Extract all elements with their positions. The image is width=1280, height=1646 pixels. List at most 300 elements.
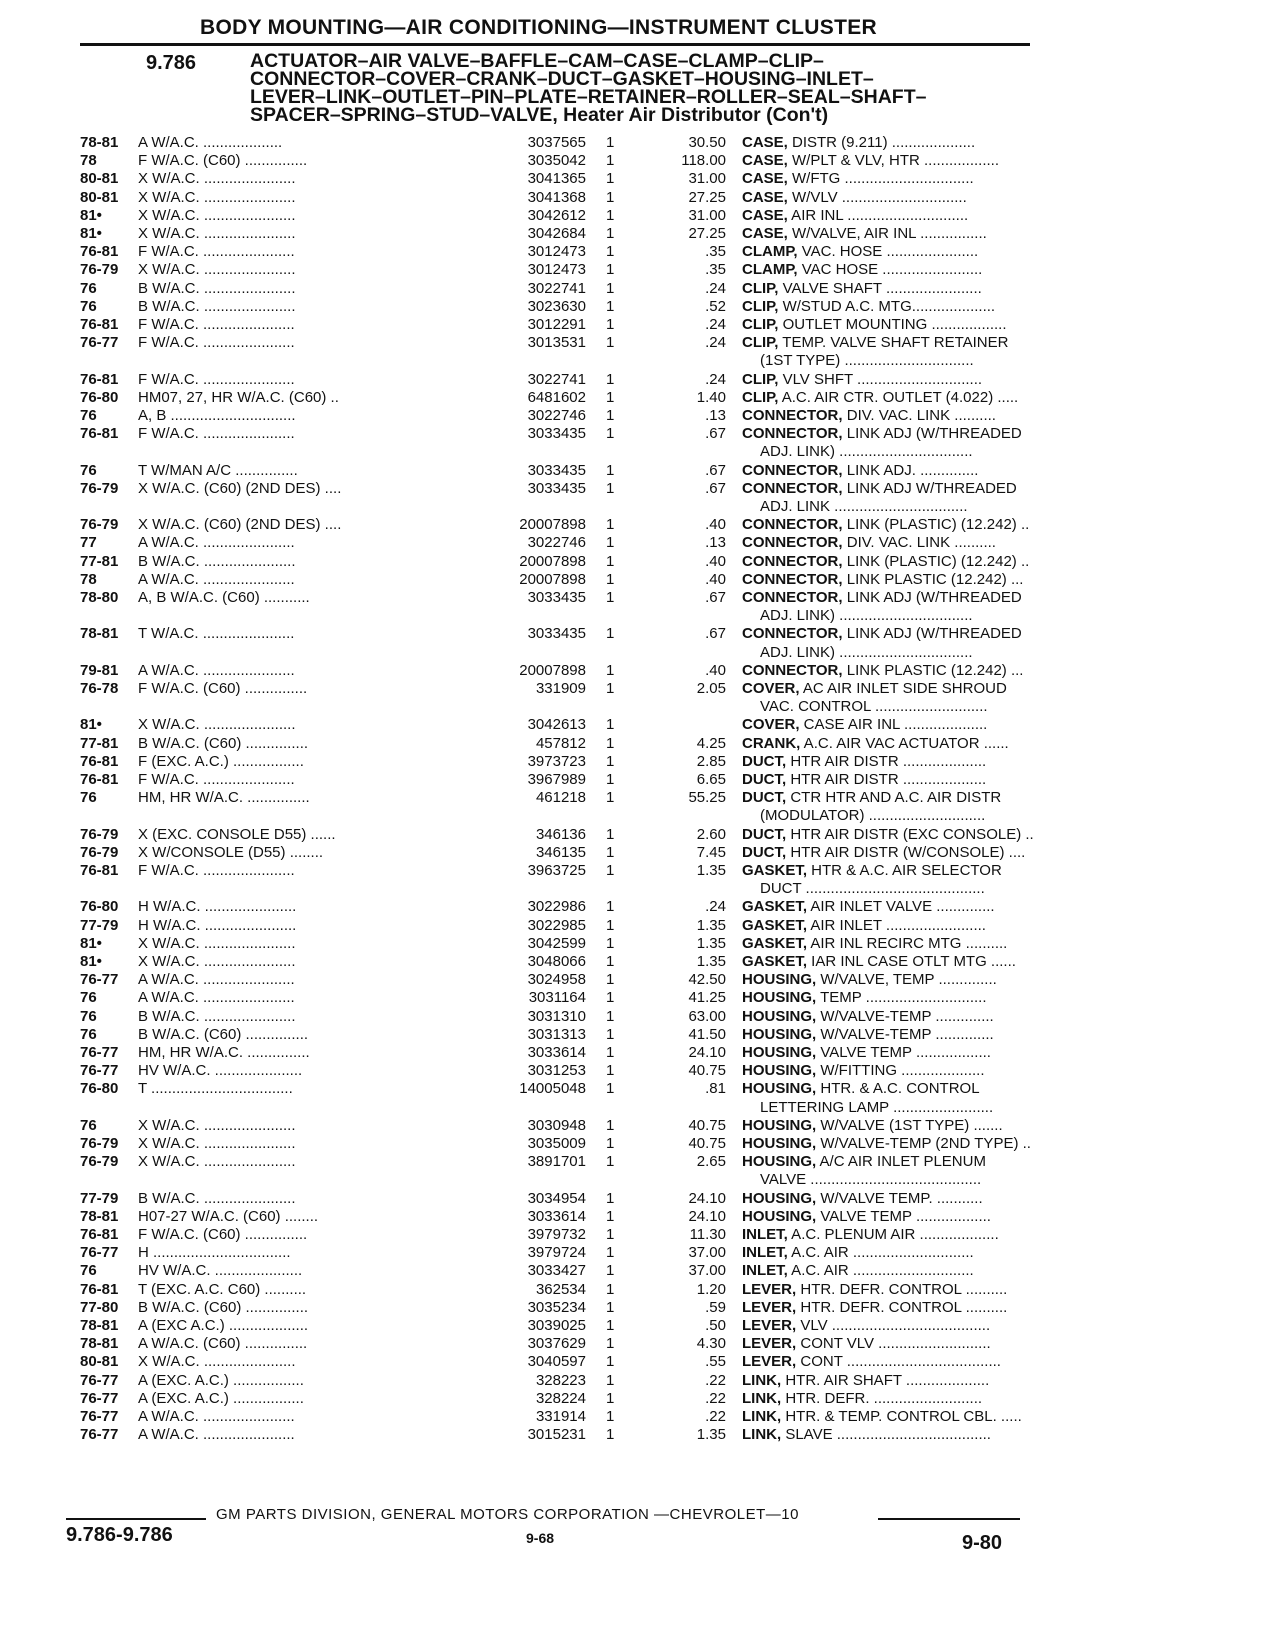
description-cell [742,1117,1107,1135]
part-number-cell: 3035009 [527,1135,586,1152]
description-cell [742,1080,1107,1098]
part-description: VALVE SHAFT ....................... [778,279,982,297]
year-cell: 76-77 [80,1389,119,1407]
parts-row [80,516,1040,534]
description-cell [742,1353,1107,1371]
price-cell: 24.10 [688,1044,726,1061]
year-cell: 76 [80,789,97,807]
description-cell [742,1044,1107,1062]
description-cell [742,1390,1107,1408]
parts-row [80,170,1040,188]
description-cell [742,844,1107,862]
part-number-cell: 3012291 [527,316,586,333]
description-cell [742,662,1107,680]
part-term: HOUSING, [742,1044,817,1061]
description-cell [742,280,1107,298]
year-cell: 76-81 [80,862,119,879]
price-cell: 2.85 [696,752,726,770]
quantity-cell: 1 [606,843,615,861]
quantity-cell: 1 [606,789,615,807]
price-cell: 27.25 [688,188,726,206]
description-cell [742,589,1107,607]
parts-row [80,589,1040,607]
part-number-cell: 3012473 [527,243,586,261]
part-number-cell: 3041365 [527,170,586,188]
quantity-cell: 1 [606,316,615,333]
application-cell: X W/A.C. ...................... [138,1153,296,1171]
year-cell: 76-77 [80,971,119,989]
part-term: LINK, [742,1426,782,1444]
quantity-cell: 1 [606,461,615,479]
quantity-cell: 1 [606,1025,615,1043]
price-cell: .24 [705,334,726,352]
part-number-cell: 346136 [535,825,586,843]
part-number-cell: 3033614 [527,1207,586,1225]
year-cell: 76-81 [80,752,119,770]
application-cell: X W/CONSOLE (D55) ........ [138,843,324,861]
part-term: LEVER, [742,1353,797,1371]
parts-row [80,735,1040,753]
description-cell [742,462,1107,480]
year-cell: 78-81 [80,1207,119,1225]
year-cell: 76-80 [80,1080,119,1098]
part-number-cell: 3034954 [527,1189,586,1207]
quantity-cell: 1 [606,1371,615,1389]
parts-row [80,134,1040,152]
part-description: LINK ADJ (W/THREADED [842,589,1022,606]
year-cell: 77-81 [80,552,119,570]
part-term: HOUSING, [742,1116,817,1134]
part-term: GASKET, [742,934,808,952]
part-description: VLV ...................................... [796,1317,991,1334]
quantity-cell: 1 [606,825,615,843]
description-cell [742,625,1107,643]
part-term: CLAMP, [742,261,798,279]
price-cell: .67 [705,625,726,643]
application-cell: X W/A.C. (C60) (2ND DES) .... [138,516,342,534]
parts-row [80,189,1040,207]
part-number-cell: 3033435 [527,479,586,497]
quantity-cell: 1 [606,407,615,424]
application-cell: A W/A.C. ...................... [138,1426,295,1444]
description-continuation: VALVE ......................................... [760,1171,982,1189]
quantity-cell: 1 [606,479,615,497]
part-term: DUCT, [742,771,787,788]
price-cell: .24 [705,279,726,297]
part-description: AC AIR INLET SIDE SHROUD [799,680,1007,697]
part-term: HOUSING, [742,1062,817,1080]
description-continuation-row [80,698,1040,716]
part-term: HOUSING, [742,1080,817,1098]
description-cell [742,753,1107,771]
parts-row [80,1080,1040,1098]
description-cell [742,261,1107,279]
part-number-cell: 331909 [535,680,586,697]
description-cell [742,1062,1107,1080]
year-cell: 76 [80,297,97,315]
price-cell: 31.00 [688,206,726,224]
parts-row [80,1135,1040,1153]
page-header [80,14,1030,54]
quantity-cell: 1 [606,752,615,770]
price-cell: .55 [705,1353,726,1371]
application-cell: A (EXC A.C.) ................... [138,1317,309,1334]
description-cell [742,334,1107,352]
description-cell [742,1026,1107,1044]
part-number-cell: 3035042 [527,152,586,170]
description-continuation: (MODULATOR) ............................ [760,807,986,825]
part-number-cell: 3013531 [527,334,586,352]
part-number-cell: 3039025 [527,1317,586,1334]
parts-row [80,316,1040,334]
year-cell: 76-77 [80,334,119,352]
part-description: W/FTG ............................... [787,170,974,188]
parts-row [80,1281,1040,1299]
part-description: CONT ..................................... [796,1353,1001,1371]
parts-row [80,953,1040,971]
part-number-cell: 362534 [535,1280,586,1298]
description-cell [742,826,1107,844]
part-description: HTR AIR DISTR (EXC CONSOLE) .. [786,825,1034,843]
description-cell [742,571,1107,589]
parts-row [80,1426,1040,1444]
part-description: LINK ADJ (W/THREADED [842,425,1022,443]
application-cell: A W/A.C. ...................... [138,534,295,552]
part-description: LINK PLASTIC (12.242) ... [842,661,1024,679]
part-number-cell: 20007898 [519,570,586,588]
part-term: GASKET, [742,916,808,934]
year-cell: 76 [80,1025,97,1043]
year-cell: 81• [80,716,102,734]
year-cell: 76-81 [80,771,119,788]
price-cell: 1.35 [696,1426,726,1444]
quantity-cell: 1 [606,1080,615,1098]
quantity-cell: 1 [606,152,615,170]
quantity-cell: 1 [606,297,615,315]
parts-row [80,1044,1040,1062]
part-term: CLIP, [742,316,779,333]
description-continuation: ADJ. LINK) ................................ [760,607,973,625]
quantity-cell: 1 [606,898,615,916]
parts-row [80,1190,1040,1208]
part-number-cell: 328223 [535,1371,586,1389]
year-cell: 76-79 [80,479,119,497]
part-number-cell: 3041368 [527,188,586,206]
part-number-cell: 3030948 [527,1116,586,1134]
application-cell: A W/A.C. ...................... [138,989,295,1007]
year-cell: 76 [80,1007,97,1025]
quantity-cell: 1 [606,1244,615,1262]
application-cell: A (EXC. A.C.) ................. [138,1371,304,1389]
parts-row [80,1353,1040,1371]
description-cell [742,680,1107,698]
part-number-cell: 3033435 [527,461,586,479]
description-cell [742,516,1107,534]
year-cell: 76-77 [80,1371,119,1389]
part-number-cell: 6481602 [527,388,586,406]
price-cell: .35 [705,261,726,279]
part-description: HTR. DEFR. .......................... [781,1389,983,1407]
part-description: SLAVE ..................................... [781,1426,991,1444]
description-continuation-row [80,644,1040,662]
year-cell: 81• [80,953,102,970]
part-number-cell: 3042684 [527,225,586,242]
price-cell: .24 [705,316,726,333]
parts-row [80,1062,1040,1080]
parts-row [80,207,1040,225]
application-cell: A, B .............................. [138,407,296,424]
description-cell [742,735,1107,753]
description-cell [742,1135,1107,1153]
part-number-cell: 3024958 [527,971,586,989]
parts-row [80,1390,1040,1408]
description-cell [742,917,1107,935]
quantity-cell: 1 [606,1262,615,1280]
part-term: LINK, [742,1371,782,1389]
parts-row [80,716,1040,734]
year-cell: 76 [80,989,97,1007]
part-description: AIR INLET ........................ [807,916,986,934]
part-description: AIR INL RECIRC MTG .......... [807,934,1008,952]
part-description: HTR. & A.C. CONTROL [816,1080,980,1098]
part-term: CONNECTOR, [742,461,843,479]
year-cell: 78-81 [80,1335,119,1353]
price-cell: .67 [705,479,726,497]
price-cell: .67 [705,425,726,443]
description-cell [742,389,1107,407]
quantity-cell: 1 [606,716,615,734]
parts-row [80,152,1040,170]
parts-row [80,261,1040,279]
part-description: HTR & A.C. AIR SELECTOR [807,862,1002,879]
quantity-cell: 1 [606,279,615,297]
part-description: A.C. AIR ............................. [787,1244,974,1262]
year-cell: 80-81 [80,188,119,206]
price-cell: 41.50 [688,1025,726,1043]
description-cell [742,1208,1107,1226]
part-description: CONT VLV ........................... [796,1335,991,1353]
price-cell: 2.65 [696,1153,726,1171]
quantity-cell: 1 [606,1044,615,1061]
year-cell: 78-81 [80,134,119,151]
description-cell [742,1281,1107,1299]
parts-row [80,462,1040,480]
year-cell: 76-79 [80,1135,119,1152]
footer-rule-right [878,1518,1020,1520]
part-term: HOUSING, [742,1135,817,1152]
year-cell: 76-79 [80,261,119,279]
application-cell: B W/A.C. ...................... [138,1007,296,1025]
quantity-cell: 1 [606,188,615,206]
year-cell: 76 [80,407,97,424]
part-number-cell: 3022741 [527,279,586,297]
parts-row [80,407,1040,425]
part-term: CONNECTOR, [742,570,843,588]
part-number-cell: 346135 [535,843,586,861]
year-cell: 76-79 [80,516,119,534]
part-term: CASE, [742,152,788,170]
price-cell: 24.10 [688,1189,726,1207]
application-cell: A, B W/A.C. (C60) ........... [138,589,310,606]
application-cell: X W/A.C. ...................... [138,170,296,188]
year-cell: 78 [80,570,97,588]
part-term: CASE, [742,225,788,242]
price-cell: 11.30 [689,1226,726,1243]
parts-row [80,389,1040,407]
quantity-cell: 1 [606,934,615,952]
application-cell: X W/A.C. ...................... [138,261,296,279]
quantity-cell: 1 [606,862,615,879]
part-number-cell: 3012473 [527,261,586,279]
parts-row [80,1299,1040,1317]
part-description: HTR. DEFR. CONTROL .......... [796,1298,1008,1316]
application-cell: X W/A.C. ...................... [138,206,296,224]
description-continuation-row [80,607,1040,625]
year-cell: 78-81 [80,1317,119,1334]
year-cell: 78-80 [80,589,119,606]
quantity-cell: 1 [606,1153,615,1171]
application-cell: F W/A.C. ...................... [138,243,295,261]
price-cell: 1.35 [696,934,726,952]
parts-row [80,1262,1040,1280]
parts-list [80,134,1040,1504]
parts-row [80,1335,1040,1353]
parts-row [80,935,1040,953]
part-term: CLIP, [742,279,779,297]
price-cell: 42.50 [688,971,726,989]
part-description: TEMP ............................. [816,989,987,1007]
part-number-cell: 3015231 [527,1426,586,1444]
part-number-cell: 3031164 [528,989,586,1007]
part-description: LINK (PLASTIC) (12.242) .. [842,516,1030,534]
description-continuation: (1ST TYPE) ............................... [760,352,974,370]
year-cell: 77 [80,534,97,552]
description-cell [742,207,1107,225]
part-description: HTR AIR DISTR (W/CONSOLE) .... [786,843,1026,861]
application-cell: H W/A.C. ...................... [138,916,297,934]
part-term: HOUSING, [742,989,817,1007]
part-description: DIV. VAC. LINK .......... [842,407,996,424]
price-cell: .81 [705,1080,726,1098]
part-term: CRANK, [742,734,801,752]
part-description: DIV. VAC. LINK .......... [842,534,996,552]
year-cell: 77-81 [80,734,119,752]
description-cell [742,170,1107,188]
year-cell: 76-81 [80,316,119,333]
application-cell: HM, HR W/A.C. ............... [138,789,310,807]
price-cell: 1.35 [696,953,726,970]
application-cell: X W/A.C. ...................... [138,953,296,970]
parts-row [80,1026,1040,1044]
part-description: IAR INL CASE OTLT MTG ...... [807,953,1016,970]
year-cell: 81• [80,225,102,242]
description-cell [742,225,1107,243]
part-number-cell: 3035234 [527,1298,586,1316]
parts-row [80,1008,1040,1026]
part-number-cell: 3022746 [527,407,586,424]
price-cell: .40 [705,552,726,570]
price-cell: 40.75 [688,1135,726,1152]
part-number-cell: 3042599 [527,934,586,952]
quantity-cell: 1 [606,206,615,224]
part-term: LEVER, [742,1280,797,1298]
price-cell: 41.25 [688,989,726,1007]
price-cell: 2.60 [696,825,726,843]
application-cell: B W/A.C. ...................... [138,297,296,315]
description-cell [742,771,1107,789]
application-cell: B W/A.C. ...................... [138,279,296,297]
quantity-cell: 1 [606,552,615,570]
year-cell: 76-79 [80,1153,119,1171]
part-term: INLET, [742,1244,788,1262]
description-continuation-row [80,807,1040,825]
parts-row [80,989,1040,1007]
price-cell: .22 [705,1371,726,1389]
year-cell: 76-81 [80,243,119,261]
quantity-cell: 1 [606,570,615,588]
parts-row [80,826,1040,844]
quantity-cell: 1 [606,1335,615,1353]
description-cell [742,534,1107,552]
year-cell: 76-81 [80,425,119,443]
price-cell: 6.65 [696,771,726,788]
description-continuation-row [80,1099,1040,1117]
quantity-cell: 1 [606,243,615,261]
part-term: HOUSING, [742,1189,817,1207]
year-cell: 77-79 [80,1189,119,1207]
year-cell: 76-77 [80,1044,119,1061]
part-number-cell: 3033614 [527,1044,586,1061]
part-term: DUCT, [742,789,787,807]
part-number-cell: 14005048 [519,1080,586,1098]
price-cell: 31.00 [688,170,726,188]
price-cell: .50 [705,1317,726,1334]
parts-row [80,1317,1040,1335]
application-cell: A (EXC. A.C.) ................. [138,1389,304,1407]
part-description: AIR INL ............................. [787,206,969,224]
quantity-cell: 1 [606,261,615,279]
application-cell: X (EXC. CONSOLE D55) ...... [138,825,336,843]
year-cell: 78 [80,152,97,170]
part-term: CONNECTOR, [742,407,843,424]
part-term: CLIP, [742,388,779,406]
price-cell: 2.05 [696,680,726,697]
price-cell: 1.35 [696,916,726,934]
parts-row [80,1117,1040,1135]
application-cell: H07-27 W/A.C. (C60) ........ [138,1207,319,1225]
year-cell: 76-78 [80,680,119,697]
part-description: VAC HOSE ........................ [797,261,983,279]
part-term: LEVER, [742,1335,797,1353]
description-cell [742,1372,1107,1390]
price-cell: 4.25 [696,734,726,752]
price-cell: .52 [705,297,726,315]
part-term: CONNECTOR, [742,552,843,570]
part-number-cell: 3022746 [527,534,586,552]
part-term: LEVER, [742,1317,797,1334]
parts-row [80,862,1040,880]
quantity-cell: 1 [606,1426,615,1444]
part-term: GASKET, [742,862,808,879]
application-cell: F W/A.C. (C60) ............... [138,1226,308,1243]
part-description: LINK ADJ. .............. [842,461,979,479]
description-cell [742,189,1107,207]
parts-row [80,553,1040,571]
part-number-cell: 20007898 [519,661,586,679]
description-cell [742,1317,1107,1335]
part-description: W/VALVE-TEMP .............. [816,1007,994,1025]
quantity-cell: 1 [606,1062,615,1080]
